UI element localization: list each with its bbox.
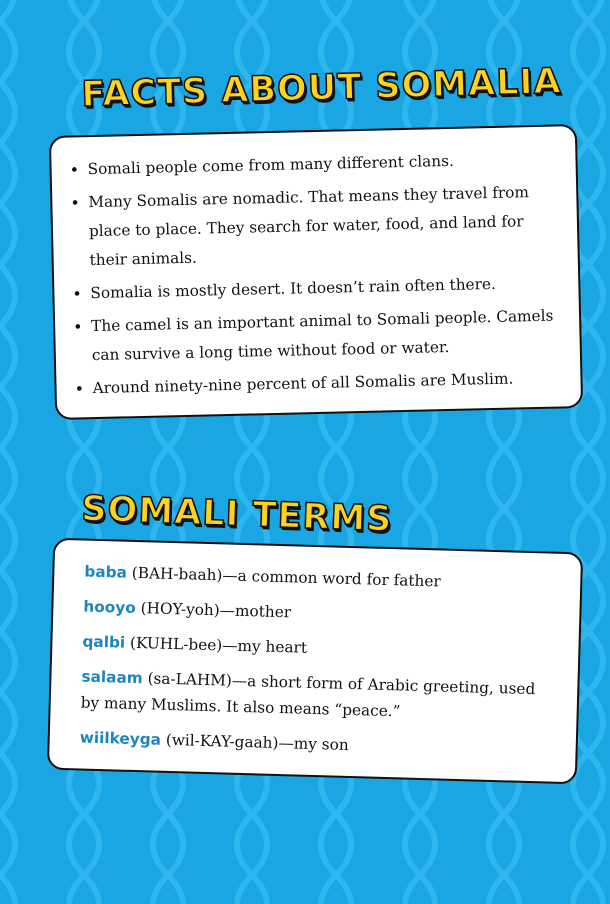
term-word: hooyo xyxy=(83,597,137,617)
term-word: baba xyxy=(84,562,128,582)
term-entry xyxy=(82,629,559,668)
term-word: qalbi xyxy=(82,632,126,652)
facts-heading: FACTS ABOUT SOMALIA xyxy=(80,61,563,115)
term-word: salaam xyxy=(81,667,143,688)
term-definition: (KUHL-bee)—my heart xyxy=(129,633,308,657)
term-entry xyxy=(84,559,561,598)
fact-item: • Somali people come from many different clans. xyxy=(67,144,558,184)
term-entry xyxy=(80,663,557,728)
fact-item: • The camel is an important animal to Somali people. Camels can survive a long time without food or water. xyxy=(71,301,562,370)
terms-card xyxy=(47,538,583,785)
term-word: wiilkeyga xyxy=(79,728,162,749)
terms-heading: SOMALI TERMS xyxy=(80,489,394,540)
term-definition: (wil-KAY-gaah)—my son xyxy=(165,730,349,754)
facts-card xyxy=(49,124,583,420)
facts-list xyxy=(67,144,563,403)
fact-item: • Somalia is mostly desert. It doesn’t rain often there. xyxy=(70,268,561,308)
fact-item: • Many Somalis are nomadic. That means they travel from place to place. They search for water, food, and land for their animals. xyxy=(68,177,560,275)
term-entry xyxy=(83,594,560,633)
term-definition: (HOY-yoh)—mother xyxy=(140,599,292,622)
term-definition: (BAH-baah)—a common word for father xyxy=(131,563,442,591)
fact-item: • Around ninety-nine percent of all Somalis are Muslim. xyxy=(72,363,563,403)
term-definition: (sa-LAHM)—a short form of Arabic greeting, used by many Muslims. It also means “peace.” xyxy=(80,669,536,721)
term-entry xyxy=(79,724,556,763)
